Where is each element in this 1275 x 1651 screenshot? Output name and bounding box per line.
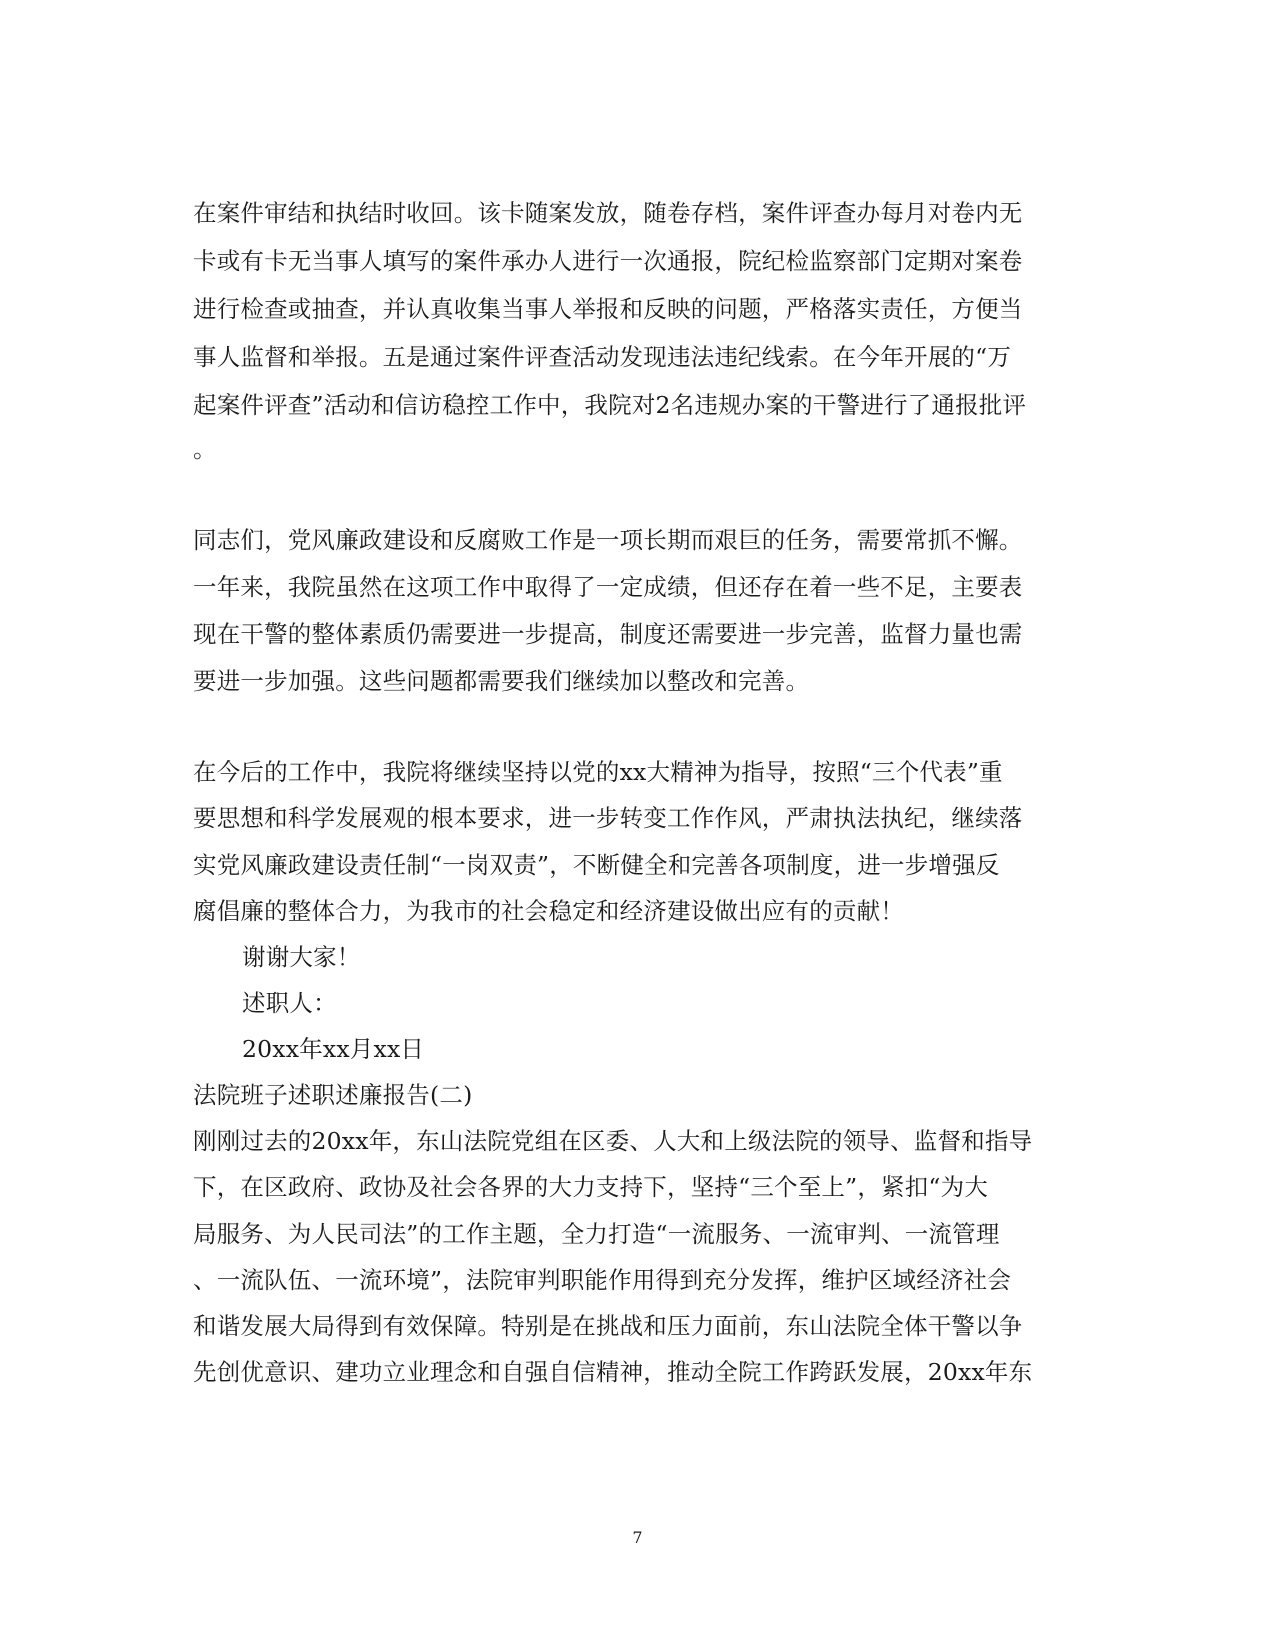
text-line: 进行检查或抽查，并认真收集当事人举报和反映的问题，严格落实责任，方便当 [193,295,1023,323]
text-line: 局服务、为人民司法”的工作主题，全力打造“一流服务、一流审判、一流管理 [193,1220,1000,1248]
text-line: 卡或有卡无当事人填写的案件承办人进行一次通报，院纪检监察部门定期对案卷 [193,247,1023,275]
text-line: 现在干警的整体素质仍需要进一步提高，制度还需要进一步完善，监督力量也需 [193,620,1023,648]
text-line: 实党风廉政建设责任制“一岗双责”，不断健全和完善各项制度，进一步增强反 [193,851,1000,879]
text-line: 要进一步加强。这些问题都需要我们继续加以整改和完善。 [193,667,810,695]
section-title: 法院班子述职述廉报告(二) [193,1081,473,1109]
text-line: 同志们，党风廉政建设和反腐败工作是一项长期而艰巨的任务，需要常抓不懈。 [193,526,1023,554]
text-line: 在今后的工作中，我院将继续坚持以党的xx大精神为指导，按照“三个代表”重 [193,758,1003,786]
text-line: 先创优意识、建功立业理念和自强自信精神，推动全院工作跨跃发展，20xx年东 [193,1358,1033,1386]
date-text: 20xx年xx月xx日 [242,1035,425,1063]
text-line: 在案件审结和执结时收回。该卡随案发放，随卷存档，案件评查办每月对卷内无 [193,199,1023,227]
text-line: 一年来，我院虽然在这项工作中取得了一定成绩，但还存在着一些不足，主要表 [193,573,1023,601]
text-line: 。 [193,435,217,463]
text-line: 、一流队伍、一流环境”，法院审判职能作用得到充分发挥，维护区域经济社会 [193,1266,1012,1294]
thanks-text: 谢谢大家！ [242,943,361,971]
text-line: 下，在区政府、政协及社会各界的大力支持下，坚持“三个至上”，紧扣“为大 [193,1173,989,1201]
text-line: 起案件评查”活动和信访稳控工作中，我院对2名违规办案的干警进行了通报批评 [193,391,1027,419]
text-line: 腐倡廉的整体合力，为我市的社会稳定和经济建设做出应有的贡献！ [193,897,904,925]
text-line: 事人监督和举报。五是通过案件评查活动发现违法违纪线索。在今年开展的“万 [193,343,1012,371]
speaker-label: 述职人： [242,989,337,1017]
text-line: 要思想和科学发展观的根本要求，进一步转变工作作风，严肃执法执纪，继续落 [193,804,1023,832]
page-number: 7 [632,1528,643,1547]
text-line: 和谐发展大局得到有效保障。特别是在挑战和压力面前，东山法院全体干警以争 [193,1312,1023,1340]
text-line: 刚刚过去的20xx年，东山法院党组在区委、人大和上级法院的领导、监督和指导 [193,1127,1033,1155]
